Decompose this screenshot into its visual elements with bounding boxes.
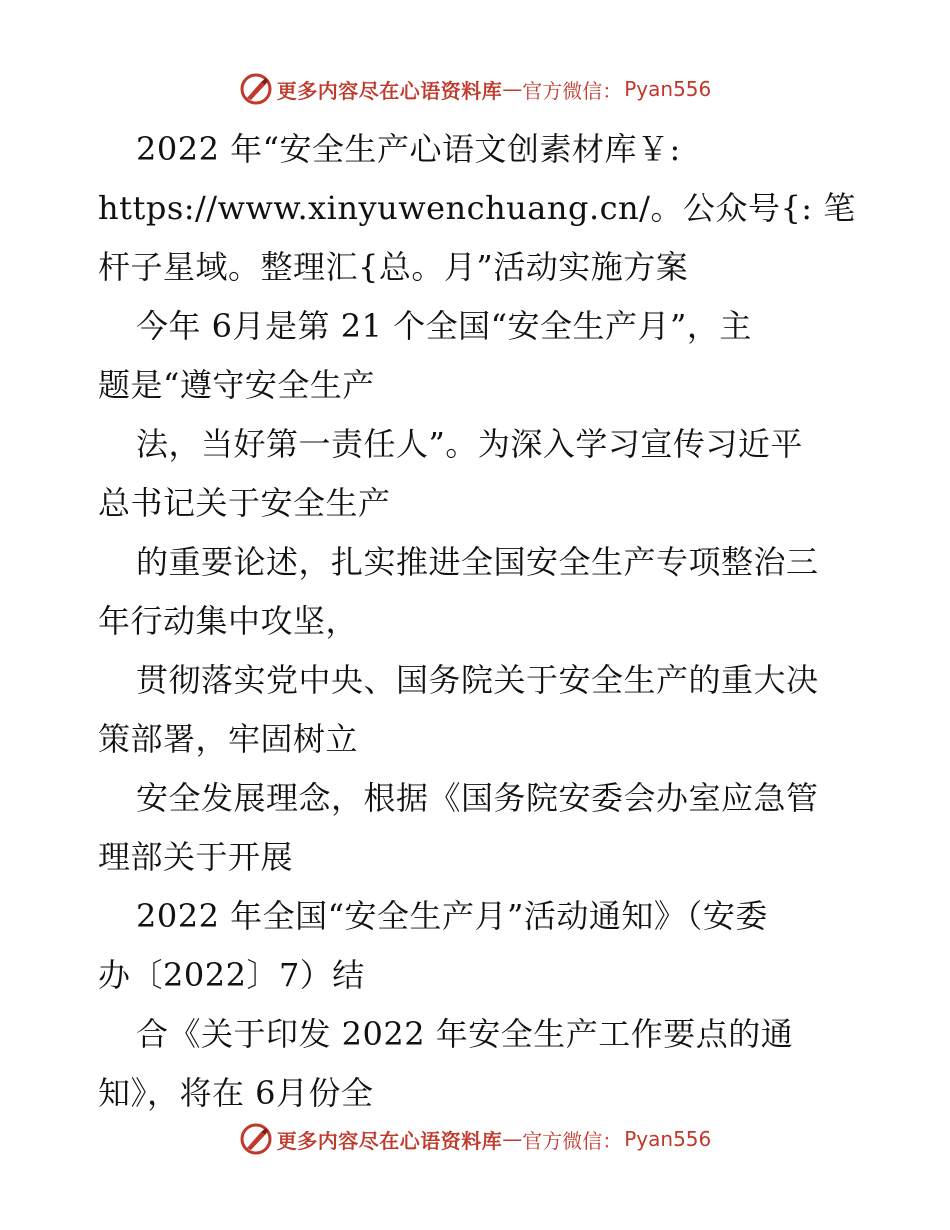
pen-logo-icon (239, 72, 273, 106)
banner-text: 更多内容尽在心语资料库 (276, 78, 503, 103)
text-line: 合《关于印发 2022 年安全生产工作要点的通 (136, 1015, 794, 1053)
banner-wechat-label: 官方微信： (522, 1128, 623, 1153)
banner-dash: — (502, 1127, 523, 1151)
text-line: 总书记关于安全生产 (98, 484, 391, 522)
text-line: 理部关于开展 (98, 838, 294, 876)
text-line: 安全发展理念，根据《国务院安委会办室应急管 (136, 779, 819, 817)
banner-wechat-id: Pyan556 (624, 77, 712, 101)
text-line: 今年 6月是第 21 个全国“安全生产月”，主 (136, 307, 752, 345)
text-line: 题是“遵守安全生产 (98, 366, 375, 404)
text-line: 2022 年全国“安全生产月”活动通知》（安委 (136, 897, 768, 935)
header-banner (0, 72, 950, 106)
text-line: 策部署，牢固树立 (98, 720, 359, 758)
text-line: 的重要论述，扎实推进全国安全生产专项整治三 (136, 543, 819, 581)
text-line: https://www.xinyuwenchuang.cn/。公众号{: 笔 (98, 189, 856, 227)
text-line: 2022 年“安全生产心语文创素材库￥: (136, 130, 681, 168)
document-body (98, 120, 868, 1123)
text-line: 杆子星域。整理汇{总。月”活动实施方案 (98, 248, 689, 286)
text-line: 知》，将在 6月份全 (98, 1074, 374, 1112)
footer-banner (0, 1122, 950, 1156)
text-line: 贯彻落实党中央、国务院关于安全生产的重大决 (136, 661, 819, 699)
banner-dash: — (502, 77, 523, 101)
text-line: 法，当好第一责任人”。为深入学习宣传习近平 (136, 425, 803, 463)
text-line: 年行动集中攻坚， (98, 602, 359, 640)
banner-text: 更多内容尽在心语资料库 (276, 1128, 503, 1153)
banner-wechat-id: Pyan556 (624, 1127, 712, 1151)
pen-logo-icon (239, 1122, 273, 1156)
banner-wechat-label: 官方微信： (522, 78, 623, 103)
text-line: 办〔2022〕7）结 (98, 956, 365, 994)
